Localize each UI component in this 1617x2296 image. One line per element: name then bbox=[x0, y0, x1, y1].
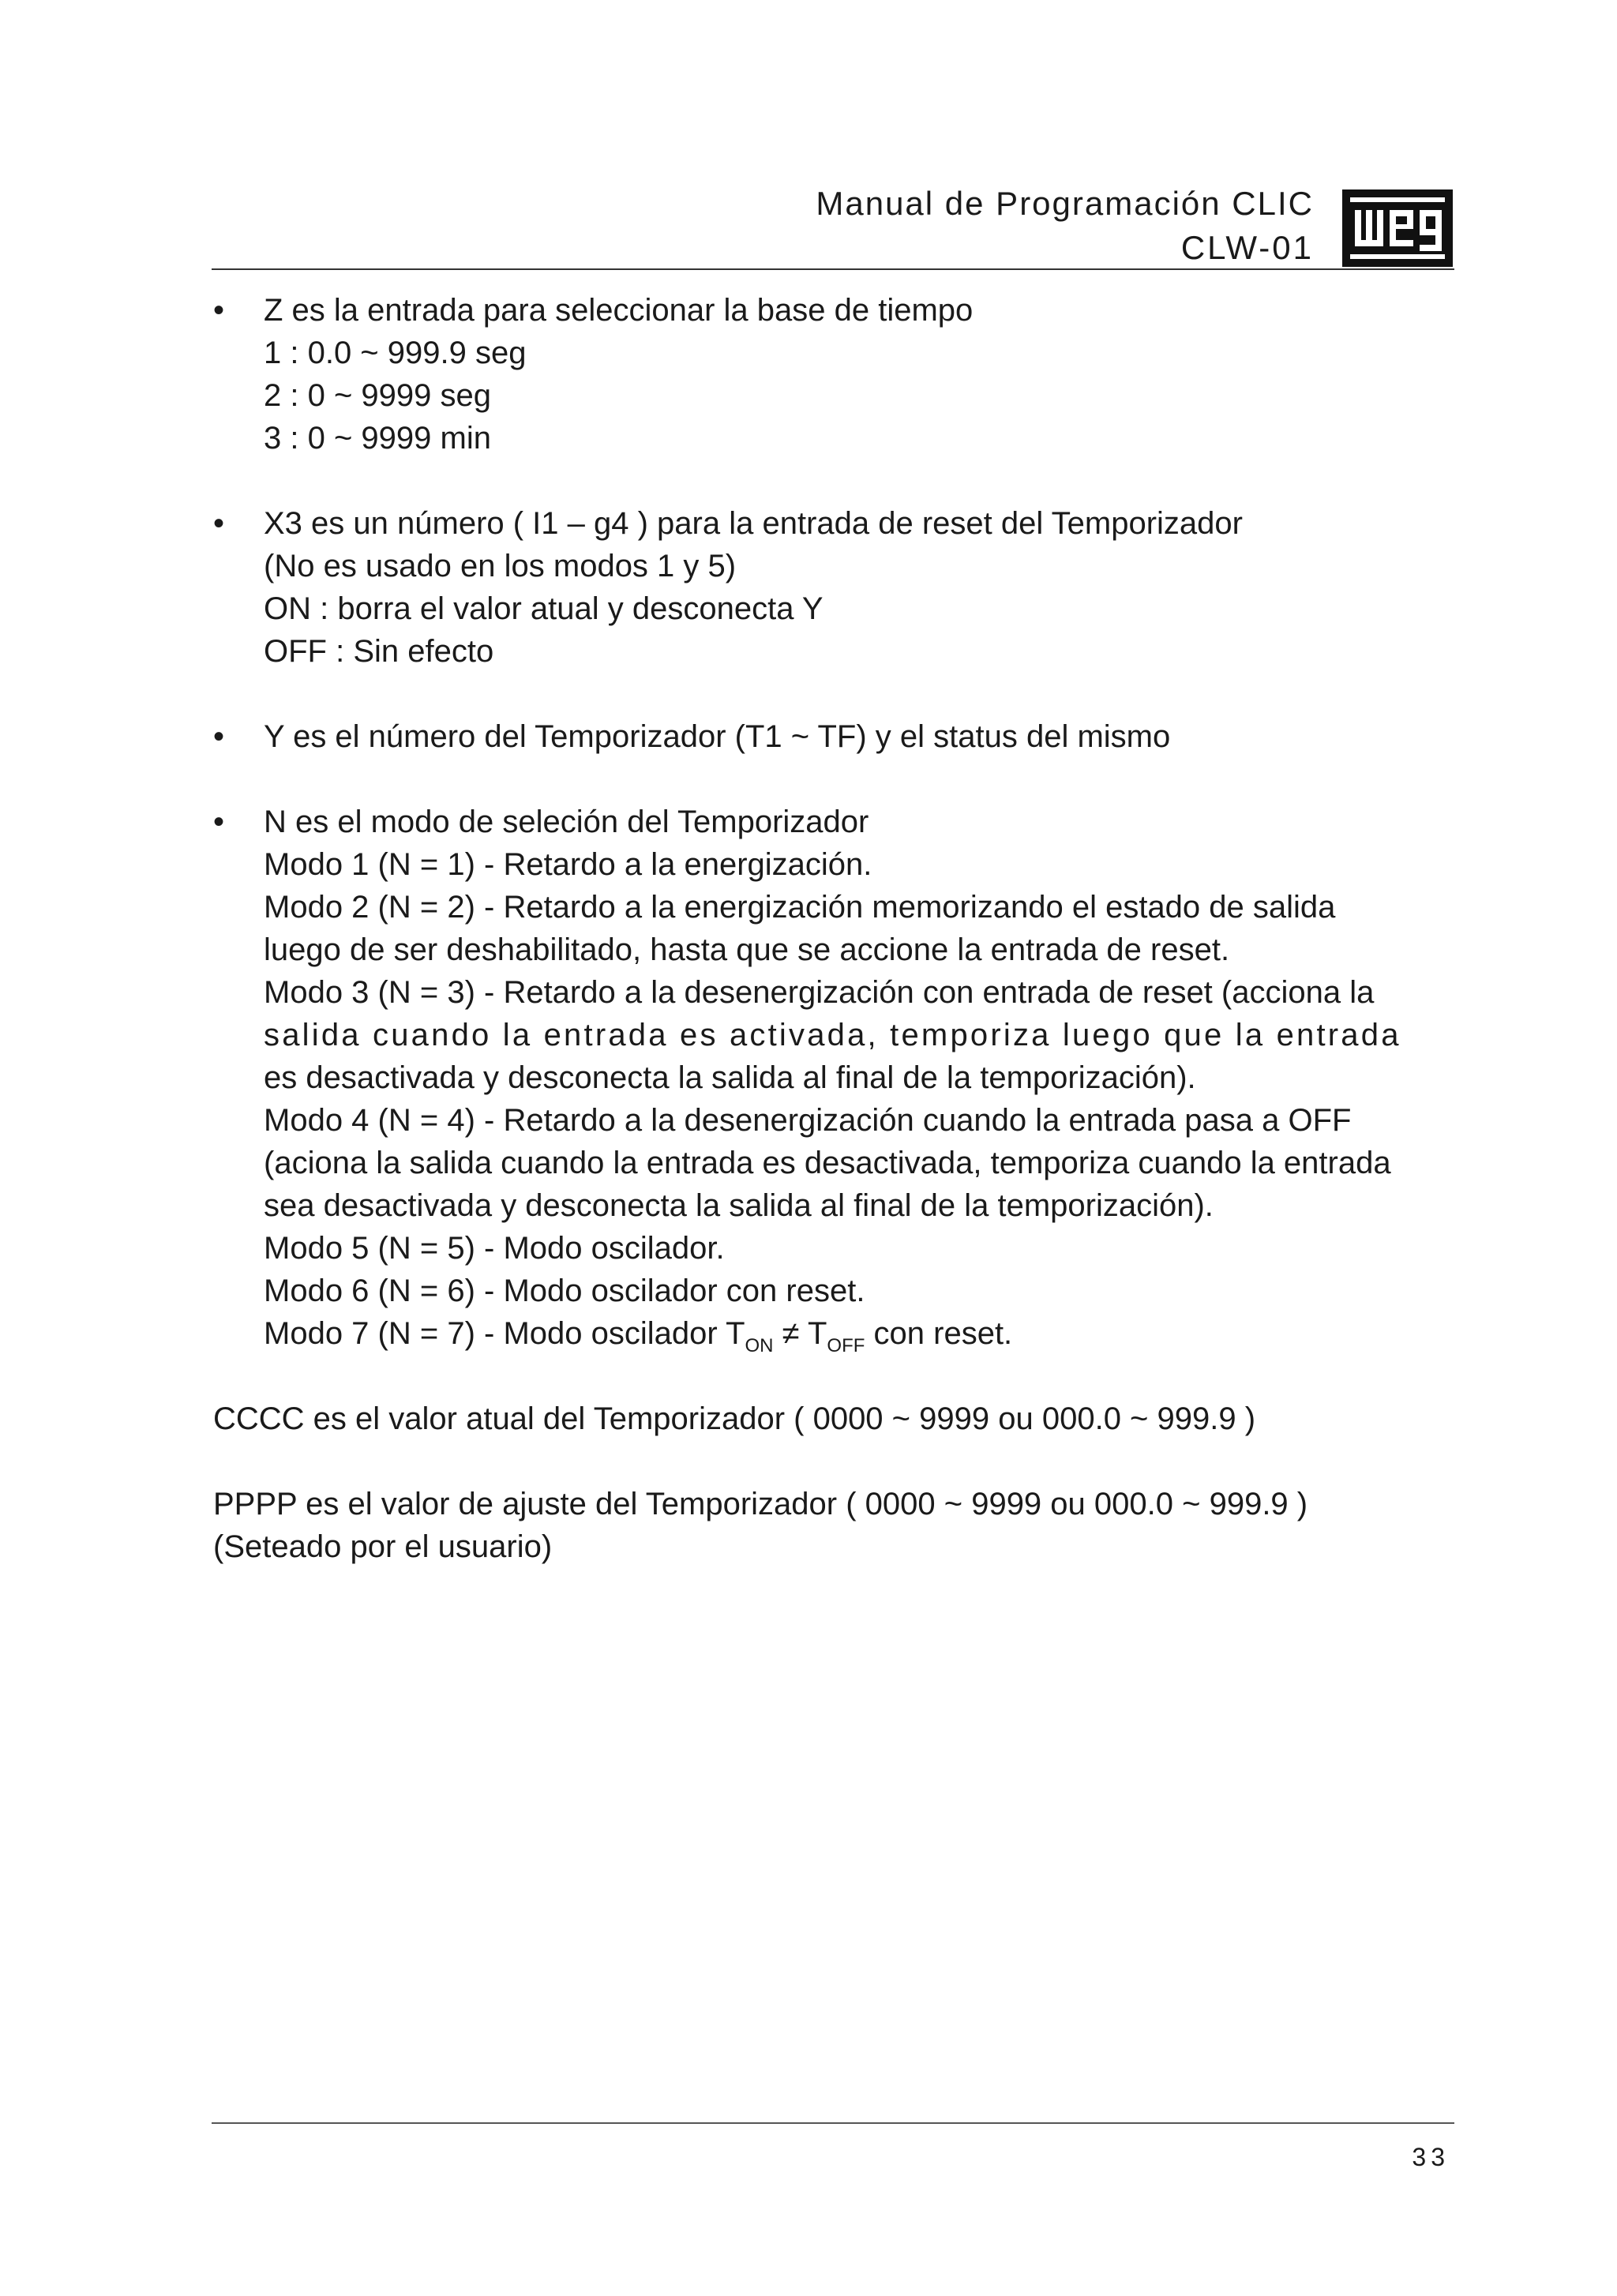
text-line: CCCC es el valor atual del Temporizador ( 0000 ~ 9999 ou 000.0 ~ 999.9 ) bbox=[213, 1401, 1256, 1436]
text-line: 3 : 0 ~ 9999 min bbox=[264, 421, 491, 456]
bullet-time-base bbox=[213, 289, 1524, 460]
paragraph-pppp bbox=[213, 1483, 1524, 1568]
page-number: 33 bbox=[1412, 2143, 1450, 2171]
mode-line: Modo 3 (N = 3) - Retardo a la desenergización con entrada de reset (acciona la bbox=[264, 975, 1375, 1010]
mode-7-subscript-off: OFF bbox=[827, 1335, 865, 1356]
mode-7-line bbox=[264, 1312, 1524, 1355]
mode-line: luego de ser deshabilitado, hasta que se accione la entrada de reset. bbox=[264, 932, 1230, 967]
mode-line: Modo 2 (N = 2) - Retardo a la energización memorizando el estado de salida bbox=[264, 890, 1336, 925]
text-line: N es el modo de seleción del Temporizador bbox=[264, 805, 869, 839]
text-line: 1 : 0.0 ~ 999.9 seg bbox=[264, 336, 527, 370]
footer-divider bbox=[212, 2122, 1454, 2124]
mode-7-middle: ≠ T bbox=[773, 1316, 827, 1351]
bullet-marker: • bbox=[213, 506, 225, 541]
bullet-timer-number bbox=[213, 715, 1524, 758]
mode-line: (aciona la salida cuando la entrada es desactivada, temporiza cuando la entrada bbox=[264, 1146, 1391, 1180]
mode-line: salida cuando la entrada es activada, temporiza luego que la entrada bbox=[264, 1018, 1401, 1052]
bullet-marker: • bbox=[213, 719, 225, 754]
mode-line: Modo 5 (N = 5) - Modo oscilador. bbox=[264, 1231, 725, 1266]
weg-logo bbox=[1342, 189, 1453, 267]
mode-7-subscript-on: ON bbox=[745, 1335, 774, 1356]
mode-7-suffix: con reset. bbox=[865, 1316, 1013, 1351]
mode-7-prefix: Modo 7 (N = 7) - Modo oscilador T bbox=[264, 1316, 745, 1351]
main-content bbox=[213, 289, 1524, 1611]
bullet-timer-modes bbox=[213, 801, 1524, 1355]
bullet-reset-input bbox=[213, 502, 1524, 673]
mode-line: es desactivada y desconecta la salida al final de la temporización). bbox=[264, 1060, 1196, 1095]
mode-line: sea desactivada y desconecta la salida al final de la temporización). bbox=[264, 1188, 1214, 1223]
mode-line: Modo 1 (N = 1) - Retardo a la energización. bbox=[264, 847, 872, 882]
text-line: PPPP es el valor de ajuste del Temporizador ( 0000 ~ 9999 ou 000.0 ~ 999.9 ) bbox=[213, 1487, 1308, 1521]
bullet-marker: • bbox=[213, 805, 225, 839]
paragraph-cccc bbox=[213, 1397, 1524, 1440]
mode-line: Modo 4 (N = 4) - Retardo a la desenergización cuando la entrada pasa a OFF bbox=[264, 1103, 1352, 1138]
text-line: X3 es un número ( I1 – g4 ) para la entrada de reset del Temporizador bbox=[264, 506, 1243, 541]
header-divider bbox=[212, 268, 1454, 270]
text-line: (No es usado en los modos 1 y 5) bbox=[264, 549, 737, 583]
text-line: 2 : 0 ~ 9999 seg bbox=[264, 378, 492, 413]
text-line: OFF : Sin efecto bbox=[264, 634, 494, 669]
header-subtitle: CLW-01 bbox=[1180, 229, 1314, 266]
header-title: Manual de Programación CLIC bbox=[816, 185, 1314, 222]
text-line: (Seteado por el usuario) bbox=[213, 1529, 553, 1564]
text-line: Z es la entrada para seleccionar la base de tiempo bbox=[264, 293, 974, 328]
text-line: Y es el número del Temporizador (T1 ~ TF) y el status del mismo bbox=[264, 719, 1171, 754]
bullet-marker: • bbox=[213, 293, 225, 328]
text-line: ON : borra el valor atual y desconecta Y bbox=[264, 591, 824, 626]
mode-line: Modo 6 (N = 6) - Modo oscilador con reset. bbox=[264, 1274, 865, 1308]
